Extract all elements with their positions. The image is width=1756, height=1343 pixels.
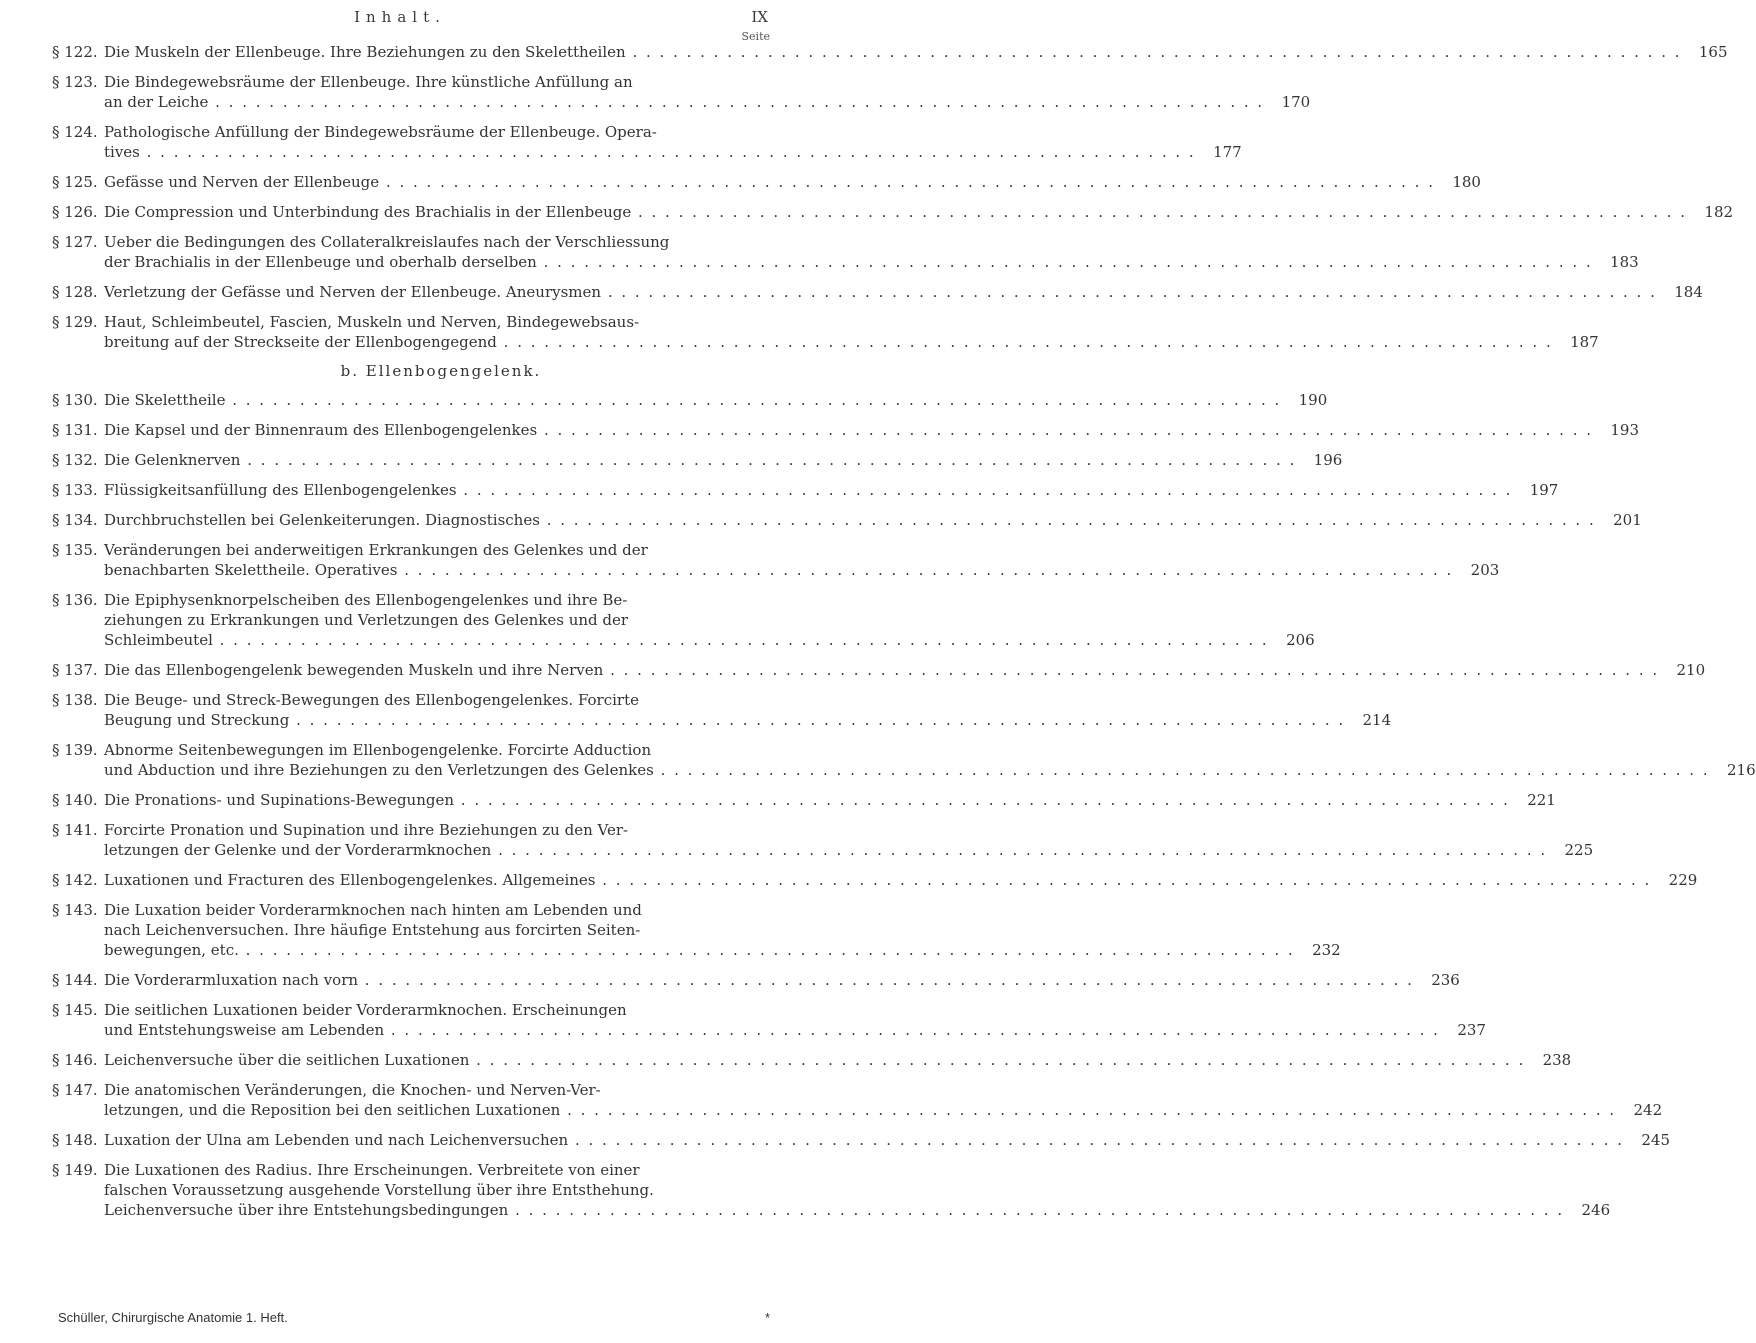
toc-entry bbox=[52, 1130, 1671, 1150]
section-number: § 132. bbox=[52, 451, 98, 469]
section-number: § 127. bbox=[52, 233, 98, 251]
page-ref: 242 bbox=[1633, 1101, 1663, 1119]
entry-last-line bbox=[104, 92, 1310, 112]
entry-title: Die Compression und Unterbindung des Brachialis in der Ellenbeuge . . . bbox=[104, 202, 1687, 222]
entry-body bbox=[104, 820, 1593, 860]
entry-body bbox=[104, 1130, 1670, 1150]
page-ref: 238 bbox=[1542, 1051, 1572, 1069]
page-ref: 170 bbox=[1281, 93, 1311, 111]
entry-last-line bbox=[104, 1020, 1486, 1040]
entry-body bbox=[104, 1160, 1610, 1220]
section-number: § 131. bbox=[52, 421, 98, 439]
section-number: § 142. bbox=[52, 871, 98, 889]
toc-entry bbox=[52, 1160, 1611, 1220]
entry-text-line: Die Beuge- und Streck-Bewegungen des Ellenbogengelenkes. Forcirte bbox=[104, 691, 640, 709]
section-number: § 122. bbox=[52, 43, 98, 61]
page-ref: 229 bbox=[1668, 871, 1698, 889]
section-number: § 129. bbox=[52, 313, 98, 331]
toc-entry bbox=[52, 42, 1728, 62]
section-number: § 143. bbox=[52, 901, 98, 919]
toc-entry bbox=[52, 450, 1343, 470]
entry-title: Die Skelettheile . . . bbox=[104, 390, 1281, 410]
entry-last-line bbox=[104, 420, 1639, 440]
entry-title: Schleimbeutel . . . bbox=[104, 630, 1269, 650]
entry-body bbox=[104, 312, 1599, 352]
section-number: § 125. bbox=[52, 173, 98, 191]
entry-title: Gefässe und Nerven der Ellenbeuge . . . bbox=[104, 172, 1435, 192]
entry-last-line bbox=[104, 1200, 1610, 1220]
entry-title: an der Leiche . . . bbox=[104, 92, 1264, 112]
entry-title: breitung auf der Streckseite der Ellenbogengegend . . . bbox=[104, 332, 1553, 352]
page-ref: 182 bbox=[1704, 203, 1734, 221]
page-ref: 216 bbox=[1726, 761, 1756, 779]
entry-text-line: nach Leichenversuchen. Ihre häufige Entstehung aus forcirten Seiten- bbox=[104, 921, 641, 939]
entry-body bbox=[104, 420, 1639, 440]
section-number: § 137. bbox=[52, 661, 98, 679]
toc-entry bbox=[52, 1080, 1663, 1120]
page-ref: 165 bbox=[1698, 43, 1728, 61]
toc-entry bbox=[52, 122, 1242, 162]
toc-entry bbox=[52, 172, 1481, 192]
section-number: § 135. bbox=[52, 541, 98, 559]
entry-title: Die Gelenknerven . . . bbox=[104, 450, 1296, 470]
section-number: § 133. bbox=[52, 481, 98, 499]
entry-text-line: Pathologische Anfüllung der Bindegewebsräume der Ellenbeuge. Opera- bbox=[104, 123, 657, 141]
entry-last-line bbox=[104, 1100, 1662, 1120]
toc-entry bbox=[52, 390, 1328, 410]
section-number: § 139. bbox=[52, 741, 98, 759]
toc-entry bbox=[52, 590, 1315, 650]
entry-body bbox=[104, 1050, 1571, 1070]
page-ref: 245 bbox=[1641, 1131, 1671, 1149]
toc-entry bbox=[52, 540, 1500, 580]
section-heading: b. Ellenbogengelenk. bbox=[340, 362, 542, 380]
page-ref: 197 bbox=[1529, 481, 1559, 499]
section-number: § 134. bbox=[52, 511, 98, 529]
entry-last-line bbox=[104, 870, 1697, 890]
page-ref: 184 bbox=[1674, 283, 1703, 301]
page-ref: 225 bbox=[1564, 841, 1594, 859]
entry-text-line: Die anatomischen Veränderungen, die Knochen- und Nerven-Ver- bbox=[104, 1081, 601, 1099]
entry-text-line: ziehungen zu Erkrankungen und Verletzungen des Gelenkes und der bbox=[104, 611, 629, 629]
entry-last-line bbox=[104, 1050, 1571, 1070]
toc-entry bbox=[52, 900, 1341, 960]
entry-last-line bbox=[104, 710, 1391, 730]
entry-body bbox=[104, 72, 1310, 112]
entry-text-line: Haut, Schleimbeutel, Fascien, Muskeln und Nerven, Bindegewebsaus- bbox=[104, 313, 640, 331]
page-ref: 183 bbox=[1610, 253, 1639, 271]
entry-text-line: Die Luxationen des Radius. Ihre Erscheinungen. Verbreitete von einer bbox=[104, 1161, 640, 1179]
footer-mark: * bbox=[764, 1310, 770, 1325]
entry-body bbox=[104, 900, 1341, 960]
entry-text-line: Abnorme Seitenbewegungen im Ellenbogengelenke. Forcirte Adduction bbox=[104, 741, 652, 759]
entry-last-line bbox=[104, 510, 1642, 530]
page-ref: 203 bbox=[1470, 561, 1500, 579]
entry-last-line bbox=[104, 630, 1315, 650]
entry-body bbox=[104, 122, 1242, 162]
entry-title: und Abduction und ihre Beziehungen zu den Verletzungen des Gelenkes . . . bbox=[104, 760, 1710, 780]
entry-body bbox=[104, 450, 1342, 470]
entry-last-line bbox=[104, 790, 1556, 810]
section-number: § 147. bbox=[52, 1081, 98, 1099]
page-ref: 210 bbox=[1676, 661, 1706, 679]
entry-last-line bbox=[104, 450, 1342, 470]
entry-body bbox=[104, 282, 1703, 302]
page-ref: 214 bbox=[1362, 711, 1392, 729]
section-number: § 144. bbox=[52, 971, 98, 989]
page-ref: 237 bbox=[1457, 1021, 1486, 1039]
entry-body bbox=[104, 590, 1315, 650]
entry-title: tives . . . bbox=[104, 142, 1196, 162]
section-number: § 148. bbox=[52, 1131, 98, 1149]
toc-entry bbox=[52, 480, 1559, 500]
section-number: § 138. bbox=[52, 691, 98, 709]
entry-body bbox=[104, 790, 1556, 810]
section-number: § 126. bbox=[52, 203, 98, 221]
page-ref: 190 bbox=[1298, 391, 1328, 409]
entry-text-line: Veränderungen bei anderweitigen Erkrankungen des Gelenkes und der bbox=[104, 541, 648, 559]
toc-entry bbox=[52, 970, 1460, 990]
entry-body bbox=[104, 510, 1642, 530]
page-ref: 206 bbox=[1286, 631, 1315, 649]
entry-last-line bbox=[104, 480, 1558, 500]
entry-body bbox=[104, 390, 1327, 410]
entry-last-line bbox=[104, 660, 1705, 680]
section-number: § 123. bbox=[52, 73, 98, 91]
page-ref: 201 bbox=[1613, 511, 1642, 529]
entry-title: benachbarten Skelettheile. Operatives . . . bbox=[104, 560, 1453, 580]
footer bbox=[58, 1310, 770, 1325]
entry-text-line: Die seitlichen Luxationen beider Vorderarmknochen. Erscheinungen bbox=[104, 1001, 627, 1019]
entry-title: und Entstehungsweise am Lebenden . . . bbox=[104, 1020, 1440, 1040]
toc-entry bbox=[52, 282, 1703, 302]
entry-title: der Brachialis in der Ellenbeuge und oberhalb derselben . . . bbox=[104, 252, 1593, 272]
entry-title: Durchbruchstellen bei Gelenkeiterungen. Diagnostisches . . . bbox=[104, 510, 1596, 530]
section-number: § 149. bbox=[52, 1161, 98, 1179]
entry-title: Leichenversuche über die seitlichen Luxationen . . . bbox=[104, 1050, 1525, 1070]
page-ref: 193 bbox=[1610, 421, 1640, 439]
entry-last-line bbox=[104, 760, 1756, 780]
toc-group-a bbox=[52, 42, 1734, 352]
toc-entry bbox=[52, 510, 1642, 530]
section-number: § 146. bbox=[52, 1051, 98, 1069]
entry-last-line bbox=[104, 42, 1728, 62]
section-number: § 128. bbox=[52, 283, 98, 301]
toc-entry bbox=[52, 660, 1706, 680]
entry-text-line: Die Epiphysenknorpelscheiben des Ellenbogengelenkes und ihre Be- bbox=[104, 591, 628, 609]
entry-body bbox=[104, 690, 1391, 730]
page-ref: 232 bbox=[1312, 941, 1341, 959]
entry-last-line bbox=[104, 332, 1599, 352]
entry-body bbox=[104, 232, 1639, 272]
page-ref: 221 bbox=[1527, 791, 1556, 809]
toc-entry bbox=[52, 820, 1594, 860]
entry-last-line bbox=[104, 970, 1460, 990]
toc-entry bbox=[52, 202, 1734, 222]
toc-entry bbox=[52, 1050, 1572, 1070]
toc-entry bbox=[52, 690, 1392, 730]
entry-title: bewegungen, etc. . . . bbox=[104, 940, 1295, 960]
page-ref: 236 bbox=[1431, 971, 1460, 989]
page-ref: 187 bbox=[1570, 333, 1599, 351]
section-number: § 141. bbox=[52, 821, 98, 839]
toc-entry bbox=[52, 312, 1599, 352]
entry-text-line: Die Bindegewebsräume der Ellenbeuge. Ihre künstliche Anfüllung an bbox=[104, 73, 633, 91]
entry-title: letzungen der Gelenke und der Vorderarmknochen . . . bbox=[104, 840, 1547, 860]
entry-last-line bbox=[104, 282, 1703, 302]
section-number: § 124. bbox=[52, 123, 98, 141]
entry-body bbox=[104, 1080, 1662, 1120]
entry-last-line bbox=[104, 202, 1733, 222]
entry-body bbox=[104, 42, 1728, 62]
page-header bbox=[0, 6, 800, 30]
entry-last-line bbox=[104, 1130, 1670, 1150]
entry-title: Verletzung der Gefässe und Nerven der Ellenbeuge. Aneurysmen . . . bbox=[104, 282, 1657, 302]
entry-last-line bbox=[104, 560, 1499, 580]
seite-label: Seite bbox=[741, 30, 770, 43]
section-number: § 136. bbox=[52, 591, 98, 609]
toc-entry bbox=[52, 740, 1756, 780]
entry-title: Die Pronations- und Supinations-Bewegungen . . . bbox=[104, 790, 1510, 810]
toc-entry bbox=[52, 232, 1639, 272]
toc-entry bbox=[52, 870, 1698, 890]
entry-title: Die Kapsel und der Binnenraum des Ellenbogengelenkes . . . bbox=[104, 420, 1593, 440]
entry-title: Luxation der Ulna am Lebenden und nach Leichenversuchen . . . bbox=[104, 1130, 1624, 1150]
running-title: Inhalt. bbox=[354, 8, 446, 26]
footer-text: Schüller, Chirurgische Anatomie 1. Heft. bbox=[58, 1310, 288, 1325]
entry-title: Beugung und Streckung . . . bbox=[104, 710, 1345, 730]
entry-title: Flüssigkeitsanfüllung des Ellenbogengelenkes . . . bbox=[104, 480, 1512, 500]
entry-title: Luxationen und Fracturen des Ellenbogengelenkes. Allgemeines . . . bbox=[104, 870, 1651, 890]
entry-body bbox=[104, 970, 1460, 990]
entry-title: Die Vorderarmluxation nach vorn . . . bbox=[104, 970, 1414, 990]
entry-last-line bbox=[104, 840, 1593, 860]
page-number: IX bbox=[751, 8, 768, 26]
entry-last-line bbox=[104, 252, 1639, 272]
entry-last-line bbox=[104, 172, 1481, 192]
entry-text-line: Die Luxation beider Vorderarmknochen nach hinten am Lebenden und bbox=[104, 901, 642, 919]
entry-title: Die Muskeln der Ellenbeuge. Ihre Beziehungen zu den Skelettheilen . . . bbox=[104, 42, 1682, 62]
toc-group-b bbox=[52, 390, 1756, 1220]
entry-last-line bbox=[104, 390, 1327, 410]
toc-entry bbox=[52, 420, 1640, 440]
entry-body bbox=[104, 870, 1697, 890]
entry-body bbox=[104, 740, 1756, 780]
section-number: § 145. bbox=[52, 1001, 98, 1019]
entry-body bbox=[104, 1000, 1486, 1040]
table-of-contents bbox=[52, 42, 1756, 1230]
section-number: § 130. bbox=[52, 391, 98, 409]
entry-title: Leichenversuche über ihre Entstehungsbedingungen . . . bbox=[104, 1200, 1564, 1220]
page-ref: 180 bbox=[1452, 173, 1481, 191]
entry-text-line: Forcirte Pronation und Supination und ihre Beziehungen zu den Ver- bbox=[104, 821, 629, 839]
entry-body bbox=[104, 540, 1499, 580]
entry-body bbox=[104, 202, 1733, 222]
entry-body bbox=[104, 172, 1481, 192]
entry-text-line: Ueber die Bedingungen des Collateralkreislaufes nach der Verschliessung bbox=[104, 233, 670, 251]
toc-entry bbox=[52, 72, 1311, 112]
entry-title: Die das Ellenbogengelenk bewegenden Muskeln und ihre Nerven . . . bbox=[104, 660, 1659, 680]
page-ref: 196 bbox=[1313, 451, 1343, 469]
page-ref: 177 bbox=[1213, 143, 1242, 161]
entry-body bbox=[104, 480, 1558, 500]
entry-text-line: falschen Voraussetzung ausgehende Vorstellung über ihre Entsthehung. bbox=[104, 1181, 654, 1199]
toc-entry bbox=[52, 790, 1556, 810]
page-ref: 246 bbox=[1581, 1201, 1611, 1219]
entry-last-line bbox=[104, 940, 1341, 960]
toc-entry bbox=[52, 1000, 1486, 1040]
entry-title: letzungen, und die Reposition bei den seitlichen Luxationen . . . bbox=[104, 1100, 1616, 1120]
entry-last-line bbox=[104, 142, 1242, 162]
entry-body bbox=[104, 660, 1705, 680]
section-number: § 140. bbox=[52, 791, 98, 809]
